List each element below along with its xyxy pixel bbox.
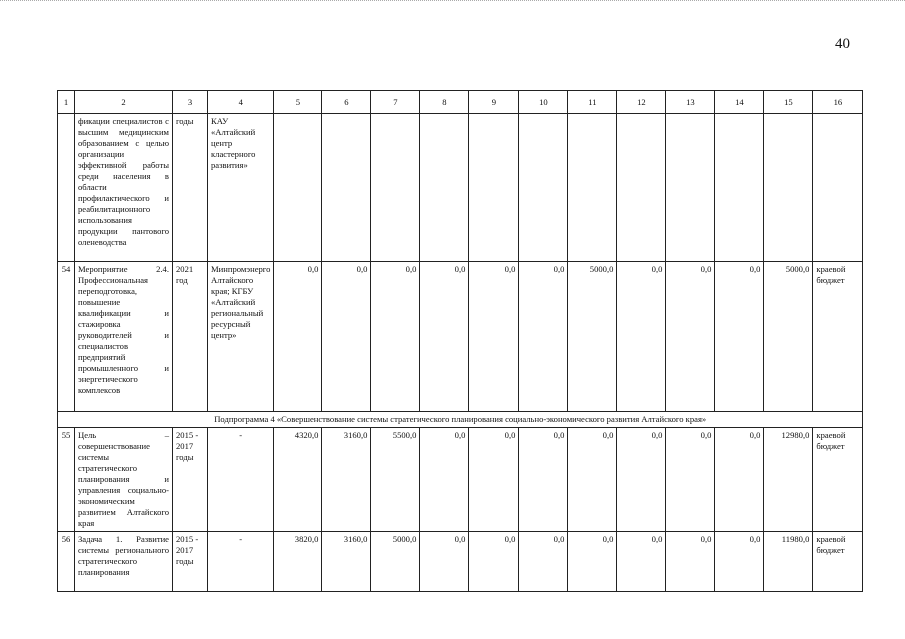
period-cell: 2021 год — [173, 262, 208, 412]
amount-cell: 5500,0 — [371, 428, 420, 532]
column-number-cell: 14 — [715, 91, 764, 114]
activity-name-cell: Мероприятие 2.4. Профессиональная переподготовка, повышение квалификации и стажировка руководителей и специалистов предприятий промышленного и энергетического комплексов — [75, 262, 173, 412]
amount-cell: 0,0 — [469, 428, 519, 532]
table-row — [58, 114, 863, 262]
subprogram-row — [58, 412, 863, 428]
table-row — [58, 428, 863, 532]
period-cell: годы — [173, 114, 208, 262]
subprogram-title: Подпрограмма 4 «Совершенствование системы стратегического планирования социально-экономического развития Алтайского края» — [58, 412, 863, 428]
total-cell — [764, 114, 813, 262]
column-number-cell: 3 — [173, 91, 208, 114]
table-row — [58, 532, 863, 592]
amount-cell: 0,0 — [666, 532, 715, 592]
funding-source-cell: краевой бюджет — [813, 428, 863, 532]
amount-cell: 0,0 — [617, 532, 666, 592]
funding-source-cell — [813, 114, 863, 262]
row-number-cell: 55 — [58, 428, 75, 532]
column-number-cell: 8 — [420, 91, 469, 114]
amount-cell — [371, 114, 420, 262]
amount-cell — [519, 114, 568, 262]
column-number-cell: 4 — [208, 91, 274, 114]
funding-source-cell: краевой бюджет — [813, 532, 863, 592]
column-number-cell: 5 — [274, 91, 322, 114]
amount-cell: 0,0 — [420, 262, 469, 412]
amount-cell — [322, 114, 371, 262]
amount-cell: 0,0 — [420, 532, 469, 592]
column-number-cell: 13 — [666, 91, 715, 114]
amount-cell: 0,0 — [469, 532, 519, 592]
amount-cell: 0,0 — [371, 262, 420, 412]
amount-cell: 0,0 — [568, 532, 617, 592]
period-cell: 2015 - 2017 годы — [173, 532, 208, 592]
row-number-cell: 54 — [58, 262, 75, 412]
page-number: 40 — [835, 36, 850, 52]
amount-cell: 0,0 — [568, 428, 617, 532]
amount-cell — [666, 114, 715, 262]
amount-cell: 0,0 — [617, 428, 666, 532]
row-number-cell — [58, 114, 75, 262]
amount-cell — [420, 114, 469, 262]
row-number-cell: 56 — [58, 532, 75, 592]
executor-cell: - — [208, 428, 274, 532]
column-number-cell: 15 — [764, 91, 813, 114]
amount-cell — [715, 114, 764, 262]
column-number-cell: 10 — [519, 91, 568, 114]
amount-cell: 4320,0 — [274, 428, 322, 532]
amount-cell: 0,0 — [715, 262, 764, 412]
amount-cell: 3160,0 — [322, 532, 371, 592]
total-cell: 12980,0 — [764, 428, 813, 532]
activity-name-cell: Задача 1. Развитие системы регионального стратегического планирования — [75, 532, 173, 592]
amount-cell — [274, 114, 322, 262]
column-number-cell: 16 — [813, 91, 863, 114]
funding-source-cell: краевой бюджет — [813, 262, 863, 412]
amount-cell: 0,0 — [519, 532, 568, 592]
amount-cell: 0,0 — [715, 532, 764, 592]
amount-cell — [568, 114, 617, 262]
column-number-cell: 2 — [75, 91, 173, 114]
scan-artifact-line — [0, 0, 905, 4]
column-number-cell: 11 — [568, 91, 617, 114]
amount-cell: 0,0 — [469, 262, 519, 412]
amount-cell: 5000,0 — [371, 532, 420, 592]
column-number-cell: 7 — [371, 91, 420, 114]
table-row — [58, 262, 863, 412]
column-number-cell: 1 — [58, 91, 75, 114]
activity-name-cell: фикации специалистов с высшим медицинским образованием с целью организации эффективной работы среди населения в области профилактического и реабилитационного использования продукции пантового оленеводства — [75, 114, 173, 262]
column-number-cell: 9 — [469, 91, 519, 114]
activity-name-cell: Цель – совершенствование системы стратегического планирования и управления социально-экономическим развитием Алтайского края — [75, 428, 173, 532]
total-cell: 5000,0 — [764, 262, 813, 412]
column-number-row — [58, 91, 863, 114]
total-cell: 11980,0 — [764, 532, 813, 592]
amount-cell: 0,0 — [666, 262, 715, 412]
amount-cell: 3160,0 — [322, 428, 371, 532]
column-number-cell: 12 — [617, 91, 666, 114]
amount-cell: 3820,0 — [274, 532, 322, 592]
amount-cell: 0,0 — [666, 428, 715, 532]
amount-cell: 0,0 — [322, 262, 371, 412]
table-body — [58, 91, 863, 592]
amount-cell: 0,0 — [420, 428, 469, 532]
executor-cell: Минпромэнерго Алтайского края; КГБУ «Алтайский региональный ресурсный центр» — [208, 262, 274, 412]
amount-cell — [469, 114, 519, 262]
period-cell: 2015 - 2017 годы — [173, 428, 208, 532]
amount-cell: 5000,0 — [568, 262, 617, 412]
amount-cell: 0,0 — [274, 262, 322, 412]
amount-cell: 0,0 — [519, 262, 568, 412]
amount-cell: 0,0 — [519, 428, 568, 532]
executor-cell: - — [208, 532, 274, 592]
amount-cell: 0,0 — [617, 262, 666, 412]
amount-cell: 0,0 — [715, 428, 764, 532]
executor-cell: КАУ «Алтайский центр кластерного развития» — [208, 114, 274, 262]
column-number-cell: 6 — [322, 91, 371, 114]
budget-table — [57, 90, 863, 592]
amount-cell — [617, 114, 666, 262]
